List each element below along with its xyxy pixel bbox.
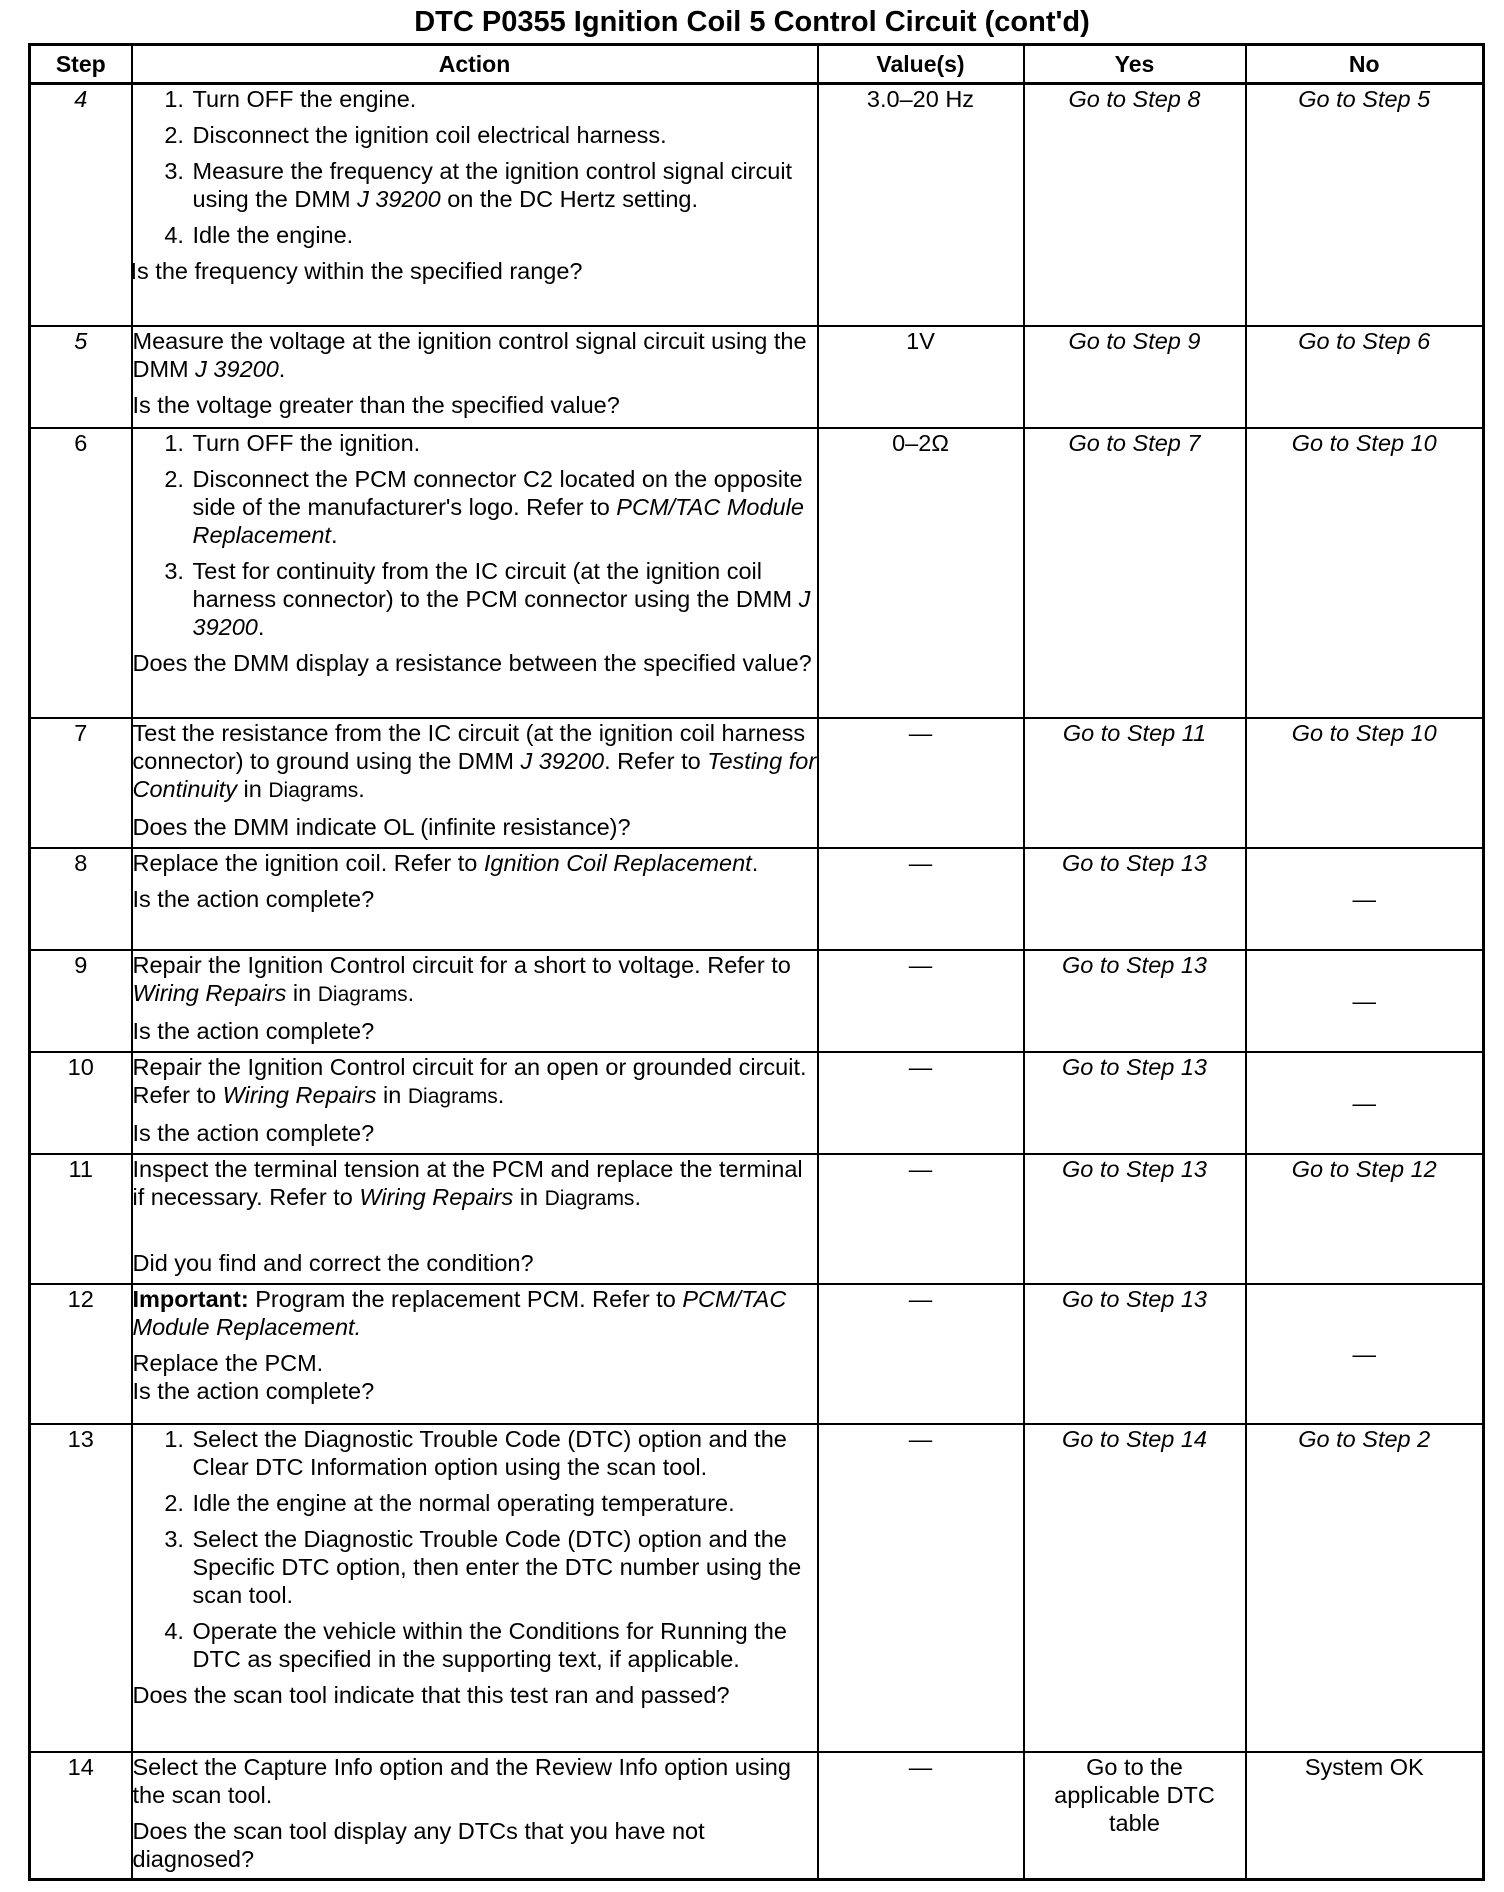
action-text: Replace the ignition coil. Refer to Ignition Coil Replacement. bbox=[132, 849, 759, 876]
question-text: Does the scan tool indicate that this test ran and passed? bbox=[132, 1681, 730, 1708]
question-text: Is the frequency within the specified range? bbox=[130, 258, 583, 284]
value-cell: 1V bbox=[818, 326, 1024, 428]
value-cell: — bbox=[818, 1154, 1024, 1284]
action-cell bbox=[132, 428, 818, 718]
important-note: Important: Program the replacement PCM. Refer to PCM/TAC Module Replacement. bbox=[132, 1285, 787, 1340]
step-number: 13 bbox=[67, 1425, 94, 1452]
table-row bbox=[30, 428, 1484, 718]
yes-cell: Go to Step 8 bbox=[1024, 84, 1246, 326]
yes-cell: Go to Step 13 bbox=[1024, 1154, 1246, 1284]
action-cell bbox=[132, 848, 818, 950]
diagnostic-table bbox=[28, 43, 1485, 1881]
no-cell: Go to Step 6 bbox=[1246, 326, 1484, 428]
list-item: 4. Operate the vehicle within the Conditions for Running the DTC as specified in the supporting text, if applicable. bbox=[191, 1617, 817, 1673]
step-number: 6 bbox=[74, 429, 88, 456]
action-cell bbox=[132, 718, 818, 848]
yes-cell: Go to Step 11 bbox=[1024, 718, 1246, 848]
action-cell bbox=[132, 1424, 818, 1752]
header-step: Step bbox=[30, 45, 132, 84]
step-number: 11 bbox=[68, 1155, 93, 1182]
no-cell: — bbox=[1246, 1052, 1484, 1154]
value-cell: — bbox=[818, 848, 1024, 950]
action-text: Repair the Ignition Control circuit for an open or grounded circuit. Refer to Wiring Repairs in Diagrams. bbox=[132, 1053, 807, 1108]
list-item: 3. Test for continuity from the IC circuit (at the ignition coil harness connector) to the PCM connector using the DMM J 39200. bbox=[191, 557, 817, 641]
action-cell bbox=[132, 1284, 818, 1424]
action-cell bbox=[132, 326, 818, 428]
header-row bbox=[30, 45, 1484, 84]
step-number: 10 bbox=[67, 1053, 94, 1080]
step-number: 5 bbox=[74, 327, 88, 354]
yes-cell: Go to Step 14 bbox=[1024, 1424, 1246, 1752]
list-item: 3. Select the Diagnostic Trouble Code (DTC) option and the Specific DTC option, then enter the DTC number using the scan tool. bbox=[191, 1525, 817, 1609]
header-no: No bbox=[1246, 45, 1484, 84]
question-text: Is the action complete? bbox=[132, 1017, 375, 1044]
yes-cell: Go to the applicable DTC table bbox=[1024, 1752, 1246, 1880]
value-cell: 3.0–20 Hz bbox=[818, 84, 1024, 326]
yes-cell: Go to Step 13 bbox=[1024, 1284, 1246, 1424]
question-text: Does the scan tool display any DTCs that you have not diagnosed? bbox=[132, 1817, 705, 1872]
table-row bbox=[30, 1154, 1484, 1284]
question-text: Is the action complete? bbox=[132, 1119, 375, 1146]
no-cell: Go to Step 10 bbox=[1246, 428, 1484, 718]
table-row bbox=[30, 84, 1484, 326]
table-row bbox=[30, 848, 1484, 950]
table-row bbox=[30, 1752, 1484, 1880]
list-item: 3. Measure the frequency at the ignition control signal circuit using the DMM J 39200 on the DC Hertz setting. bbox=[191, 157, 817, 213]
list-item: 1. Turn OFF the ignition. bbox=[191, 429, 817, 457]
value-cell: 0–2Ω bbox=[818, 428, 1024, 718]
step-number: 9 bbox=[74, 951, 88, 978]
action-text: Measure the voltage at the ignition control signal circuit using the DMM J 39200. bbox=[132, 327, 807, 382]
action-text: Repair the Ignition Control circuit for a short to voltage. Refer to Wiring Repairs in Diagrams. bbox=[132, 951, 791, 1006]
value-cell: — bbox=[818, 1052, 1024, 1154]
list-item: 2. Disconnect the ignition coil electrical harness. bbox=[191, 121, 817, 149]
list-item: 2. Disconnect the PCM connector C2 located on the opposite side of the manufacturer's logo. Refer to PCM/TAC Module Replacement. bbox=[191, 465, 817, 549]
step-number: 14 bbox=[67, 1753, 94, 1780]
no-cell: Go to Step 10 bbox=[1246, 718, 1484, 848]
list-item: 4. Idle the engine. bbox=[191, 221, 817, 249]
table-row bbox=[30, 1284, 1484, 1424]
table-row bbox=[30, 718, 1484, 848]
action-cell bbox=[132, 84, 818, 326]
value-cell: — bbox=[818, 718, 1024, 848]
no-cell: Go to Step 5 bbox=[1246, 84, 1484, 326]
no-cell: — bbox=[1246, 848, 1484, 950]
question-text: Is the voltage greater than the specified value? bbox=[132, 391, 620, 418]
table-row bbox=[30, 1424, 1484, 1752]
header-action: Action bbox=[132, 45, 818, 84]
step-number: 12 bbox=[67, 1285, 94, 1312]
no-cell: — bbox=[1246, 1284, 1484, 1424]
yes-cell: Go to Step 13 bbox=[1024, 848, 1246, 950]
no-cell: System OK bbox=[1246, 1752, 1484, 1880]
action-text: Select the Capture Info option and the Review Info option using the scan tool. bbox=[132, 1753, 791, 1808]
no-cell: Go to Step 12 bbox=[1246, 1154, 1484, 1284]
action-cell bbox=[132, 1052, 818, 1154]
yes-cell: Go to Step 7 bbox=[1024, 428, 1246, 718]
no-cell: Go to Step 2 bbox=[1246, 1424, 1484, 1752]
action-text: Replace the PCM. bbox=[132, 1349, 324, 1376]
action-text: Test the resistance from the IC circuit (at the ignition coil harness connector) to ground using the DMM J 39200. Refer to Testing for Continuity in Diagrams. bbox=[132, 719, 817, 802]
header-yes: Yes bbox=[1024, 45, 1246, 84]
question-text: Is the action complete? bbox=[132, 1377, 375, 1404]
value-cell: — bbox=[818, 1284, 1024, 1424]
list-item: 2. Idle the engine at the normal operating temperature. bbox=[191, 1489, 817, 1517]
question-text: Does the DMM indicate OL (infinite resistance)? bbox=[132, 813, 631, 840]
yes-cell: Go to Step 13 bbox=[1024, 1052, 1246, 1154]
question-text: Did you find and correct the condition? bbox=[132, 1249, 534, 1276]
value-cell: — bbox=[818, 1424, 1024, 1752]
value-cell: — bbox=[818, 1752, 1024, 1880]
question-text: Does the DMM display a resistance between the specified value? bbox=[132, 649, 812, 676]
header-values: Value(s) bbox=[818, 45, 1024, 84]
action-cell bbox=[132, 1154, 818, 1284]
table-row bbox=[30, 326, 1484, 428]
action-cell bbox=[132, 1752, 818, 1880]
page-title: DTC P0355 Ignition Coil 5 Control Circuit (cont'd) bbox=[414, 6, 1090, 38]
list-item: 1. Select the Diagnostic Trouble Code (DTC) option and the Clear DTC Information option using the scan tool. bbox=[191, 1425, 817, 1481]
table-row bbox=[30, 1052, 1484, 1154]
question-text: Is the action complete? bbox=[132, 885, 375, 912]
list-item: 1. Turn OFF the engine. bbox=[191, 85, 817, 113]
table-row bbox=[30, 950, 1484, 1052]
action-text: Inspect the terminal tension at the PCM and replace the terminal if necessary. Refer to Wiring Repairs in Diagrams. bbox=[132, 1155, 803, 1210]
step-number: 7 bbox=[74, 719, 88, 746]
action-cell bbox=[132, 950, 818, 1052]
no-cell: — bbox=[1246, 950, 1484, 1052]
yes-cell: Go to Step 13 bbox=[1024, 950, 1246, 1052]
step-number: 8 bbox=[74, 849, 88, 876]
value-cell: — bbox=[818, 950, 1024, 1052]
step-number: 4 bbox=[74, 86, 88, 112]
yes-cell: Go to Step 9 bbox=[1024, 326, 1246, 428]
